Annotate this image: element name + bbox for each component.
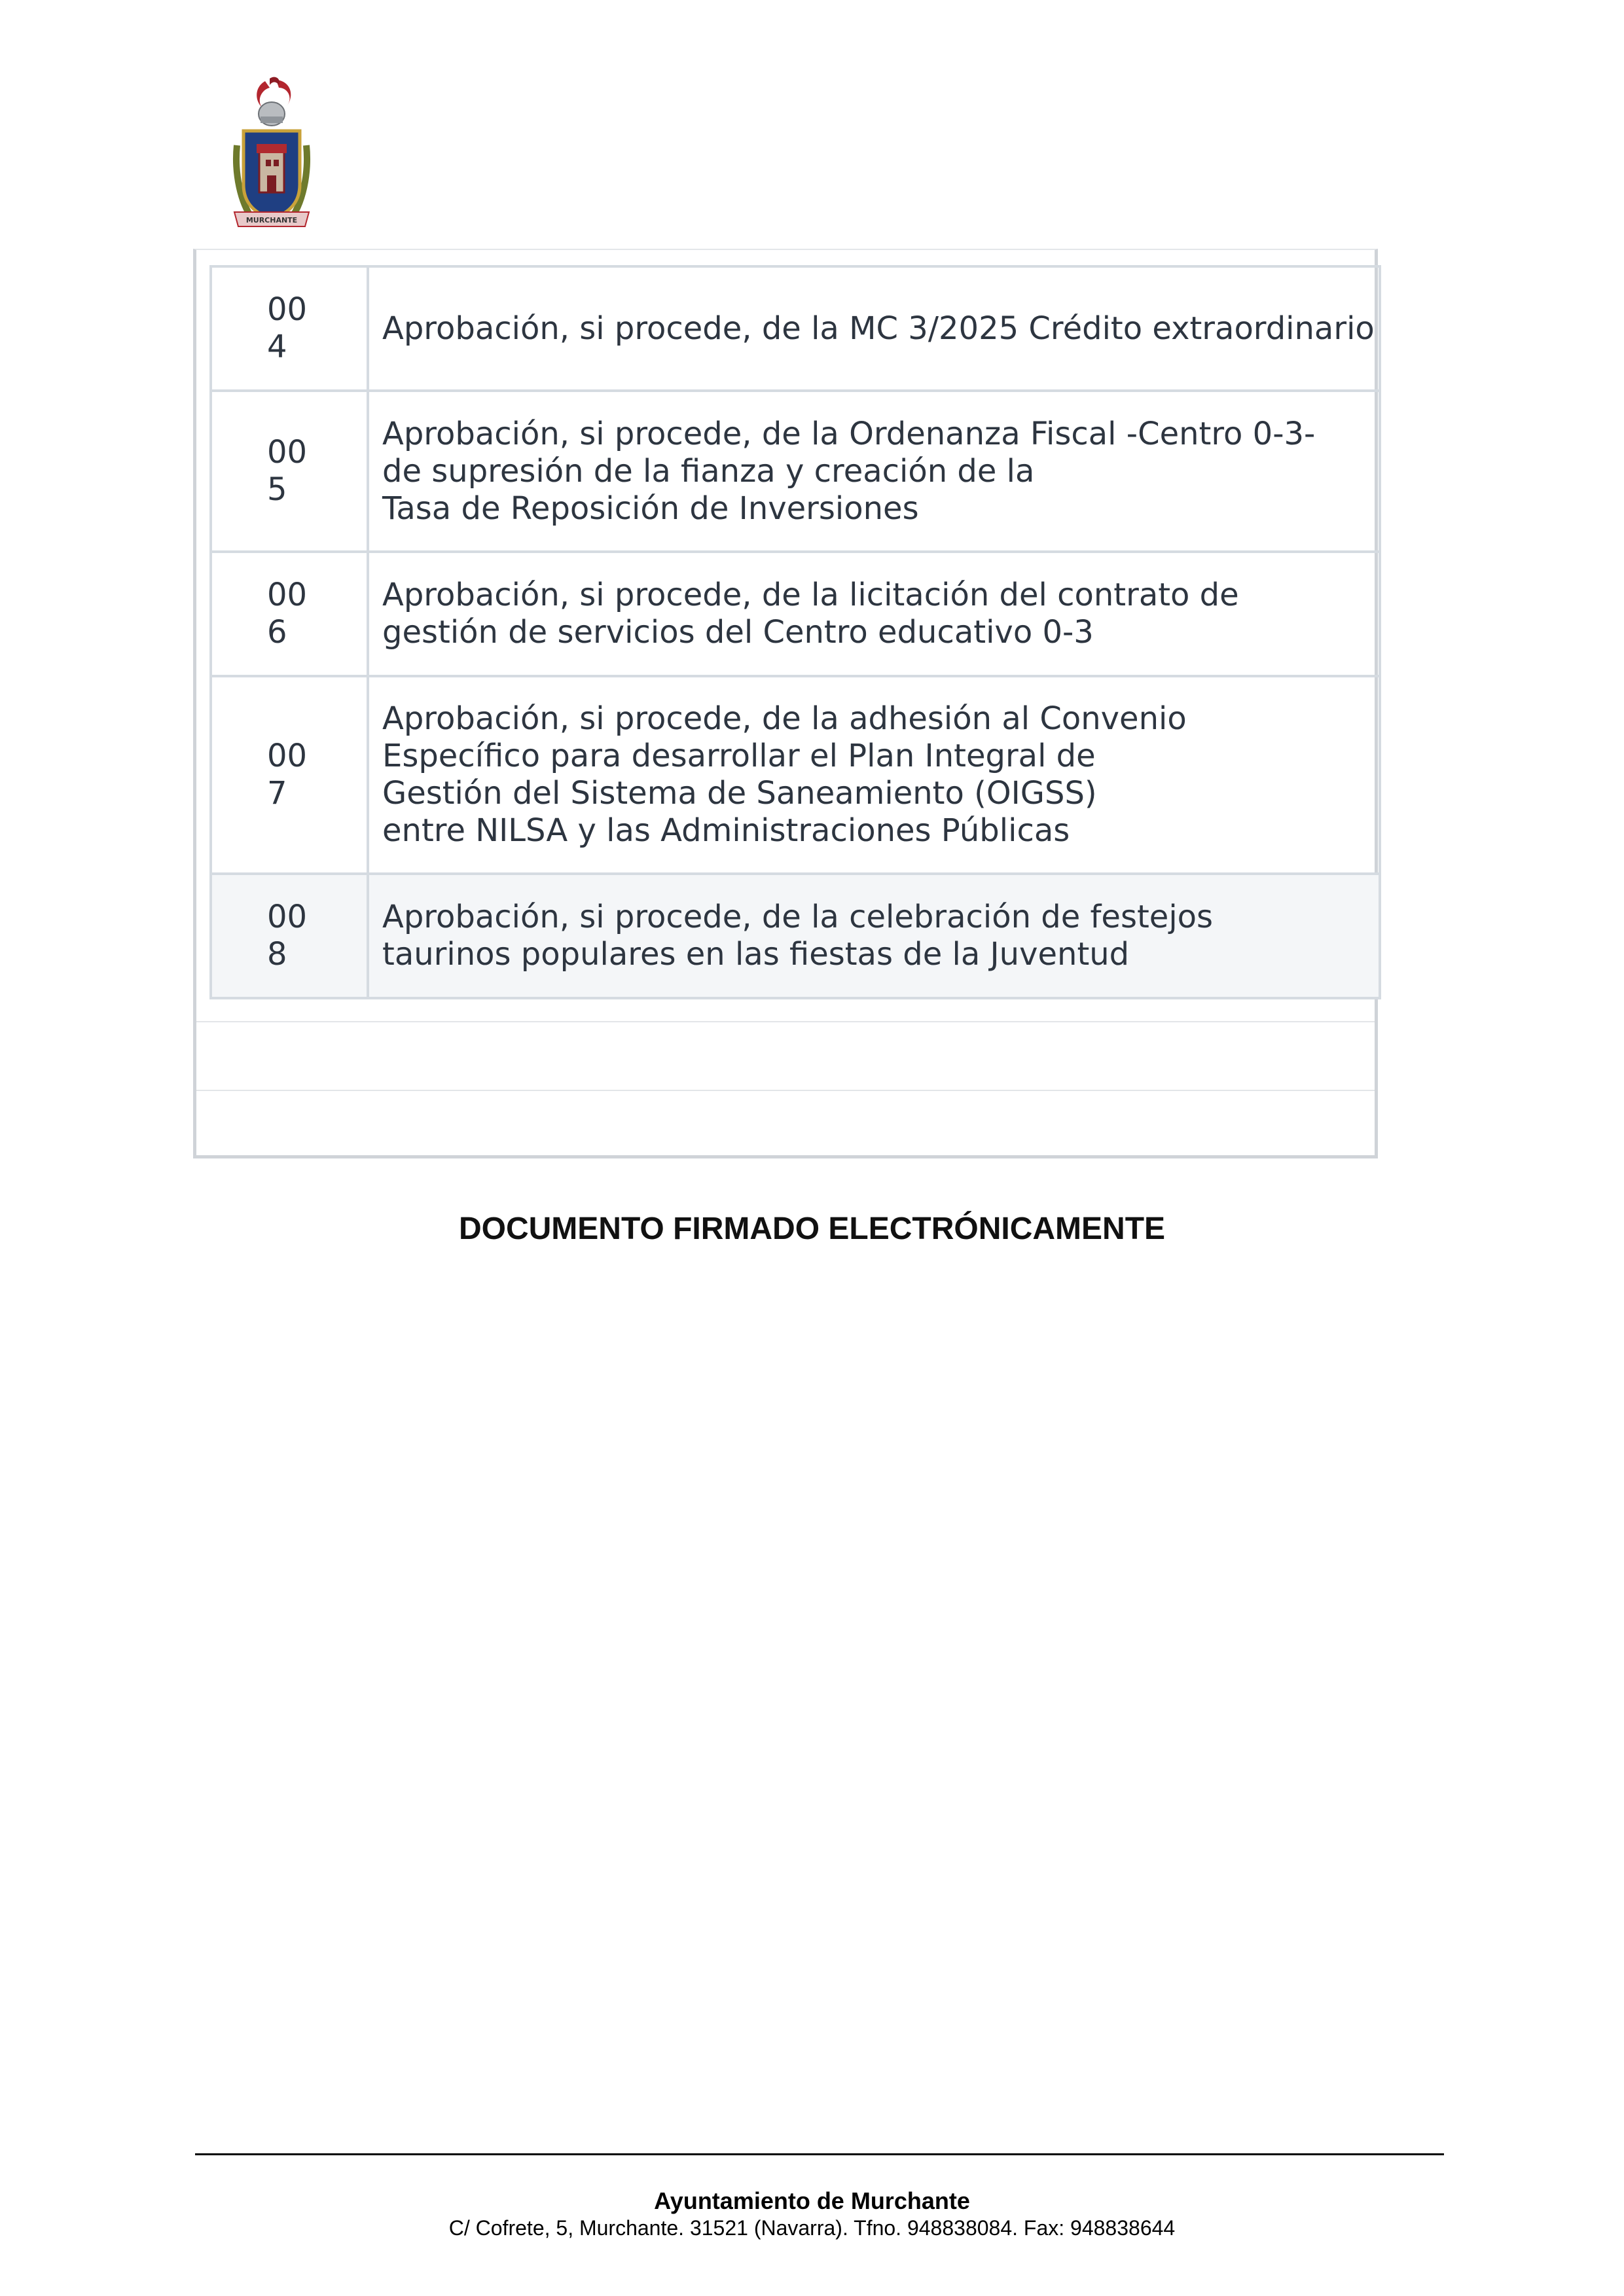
footer-divider: [195, 2153, 1444, 2155]
agenda-row: [211, 266, 1380, 391]
agenda-row: [211, 676, 1380, 874]
agenda-item-number: 00 6: [211, 552, 368, 676]
agenda-item-number: 00 4: [211, 266, 368, 391]
footer-organization: Ayuntamiento de Murchante: [654, 2187, 970, 2214]
signature-notice: DOCUMENTO FIRMADO ELECTRÓNICAMENTE: [458, 1211, 1166, 1246]
agenda-item-number: 00 8: [211, 874, 368, 998]
svg-text:MURCHANTE: MURCHANTE: [245, 216, 298, 224]
agenda-table: [209, 265, 1381, 999]
agenda-item-text: Aprobación, si procede, de la MC 3/2025 Crédito extraordinario: [368, 266, 1380, 391]
agenda-item-text: Aprobación, si procede, de la celebración de festejos taurinos populares en las fiestas de la Juventud: [368, 874, 1380, 998]
agenda-row: [211, 391, 1380, 552]
agenda-row: [211, 874, 1380, 998]
coat-of-arms-logo: [229, 73, 314, 230]
agenda-item-number: 00 7: [211, 676, 368, 874]
empty-row-divider: [196, 1090, 1375, 1091]
footer-address: C/ Cofrete, 5, Murchante. 31521 (Navarra). Tfno. 948838084. Fax: 948838644: [448, 2216, 1176, 2240]
empty-row-divider: [196, 1021, 1375, 1022]
agenda-item-text: Aprobación, si procede, de la adhesión al Convenio Específico para desarrollar el Plan Integral de Gestión del Sistema de Saneamiento (OIGSS) entre NILSA y las Administraciones Públicas: [368, 676, 1380, 874]
agenda-item-text: Aprobación, si procede, de la Ordenanza Fiscal -Centro 0-3- de supresión de la fianza y creación de la Tasa de Reposición de Inversiones: [368, 391, 1380, 552]
agenda-item-text: Aprobación, si procede, de la licitación del contrato de gestión de servicios del Centro educativo 0-3: [368, 552, 1380, 676]
agenda-row: [211, 552, 1380, 676]
agenda-item-number: 00 5: [211, 391, 368, 552]
